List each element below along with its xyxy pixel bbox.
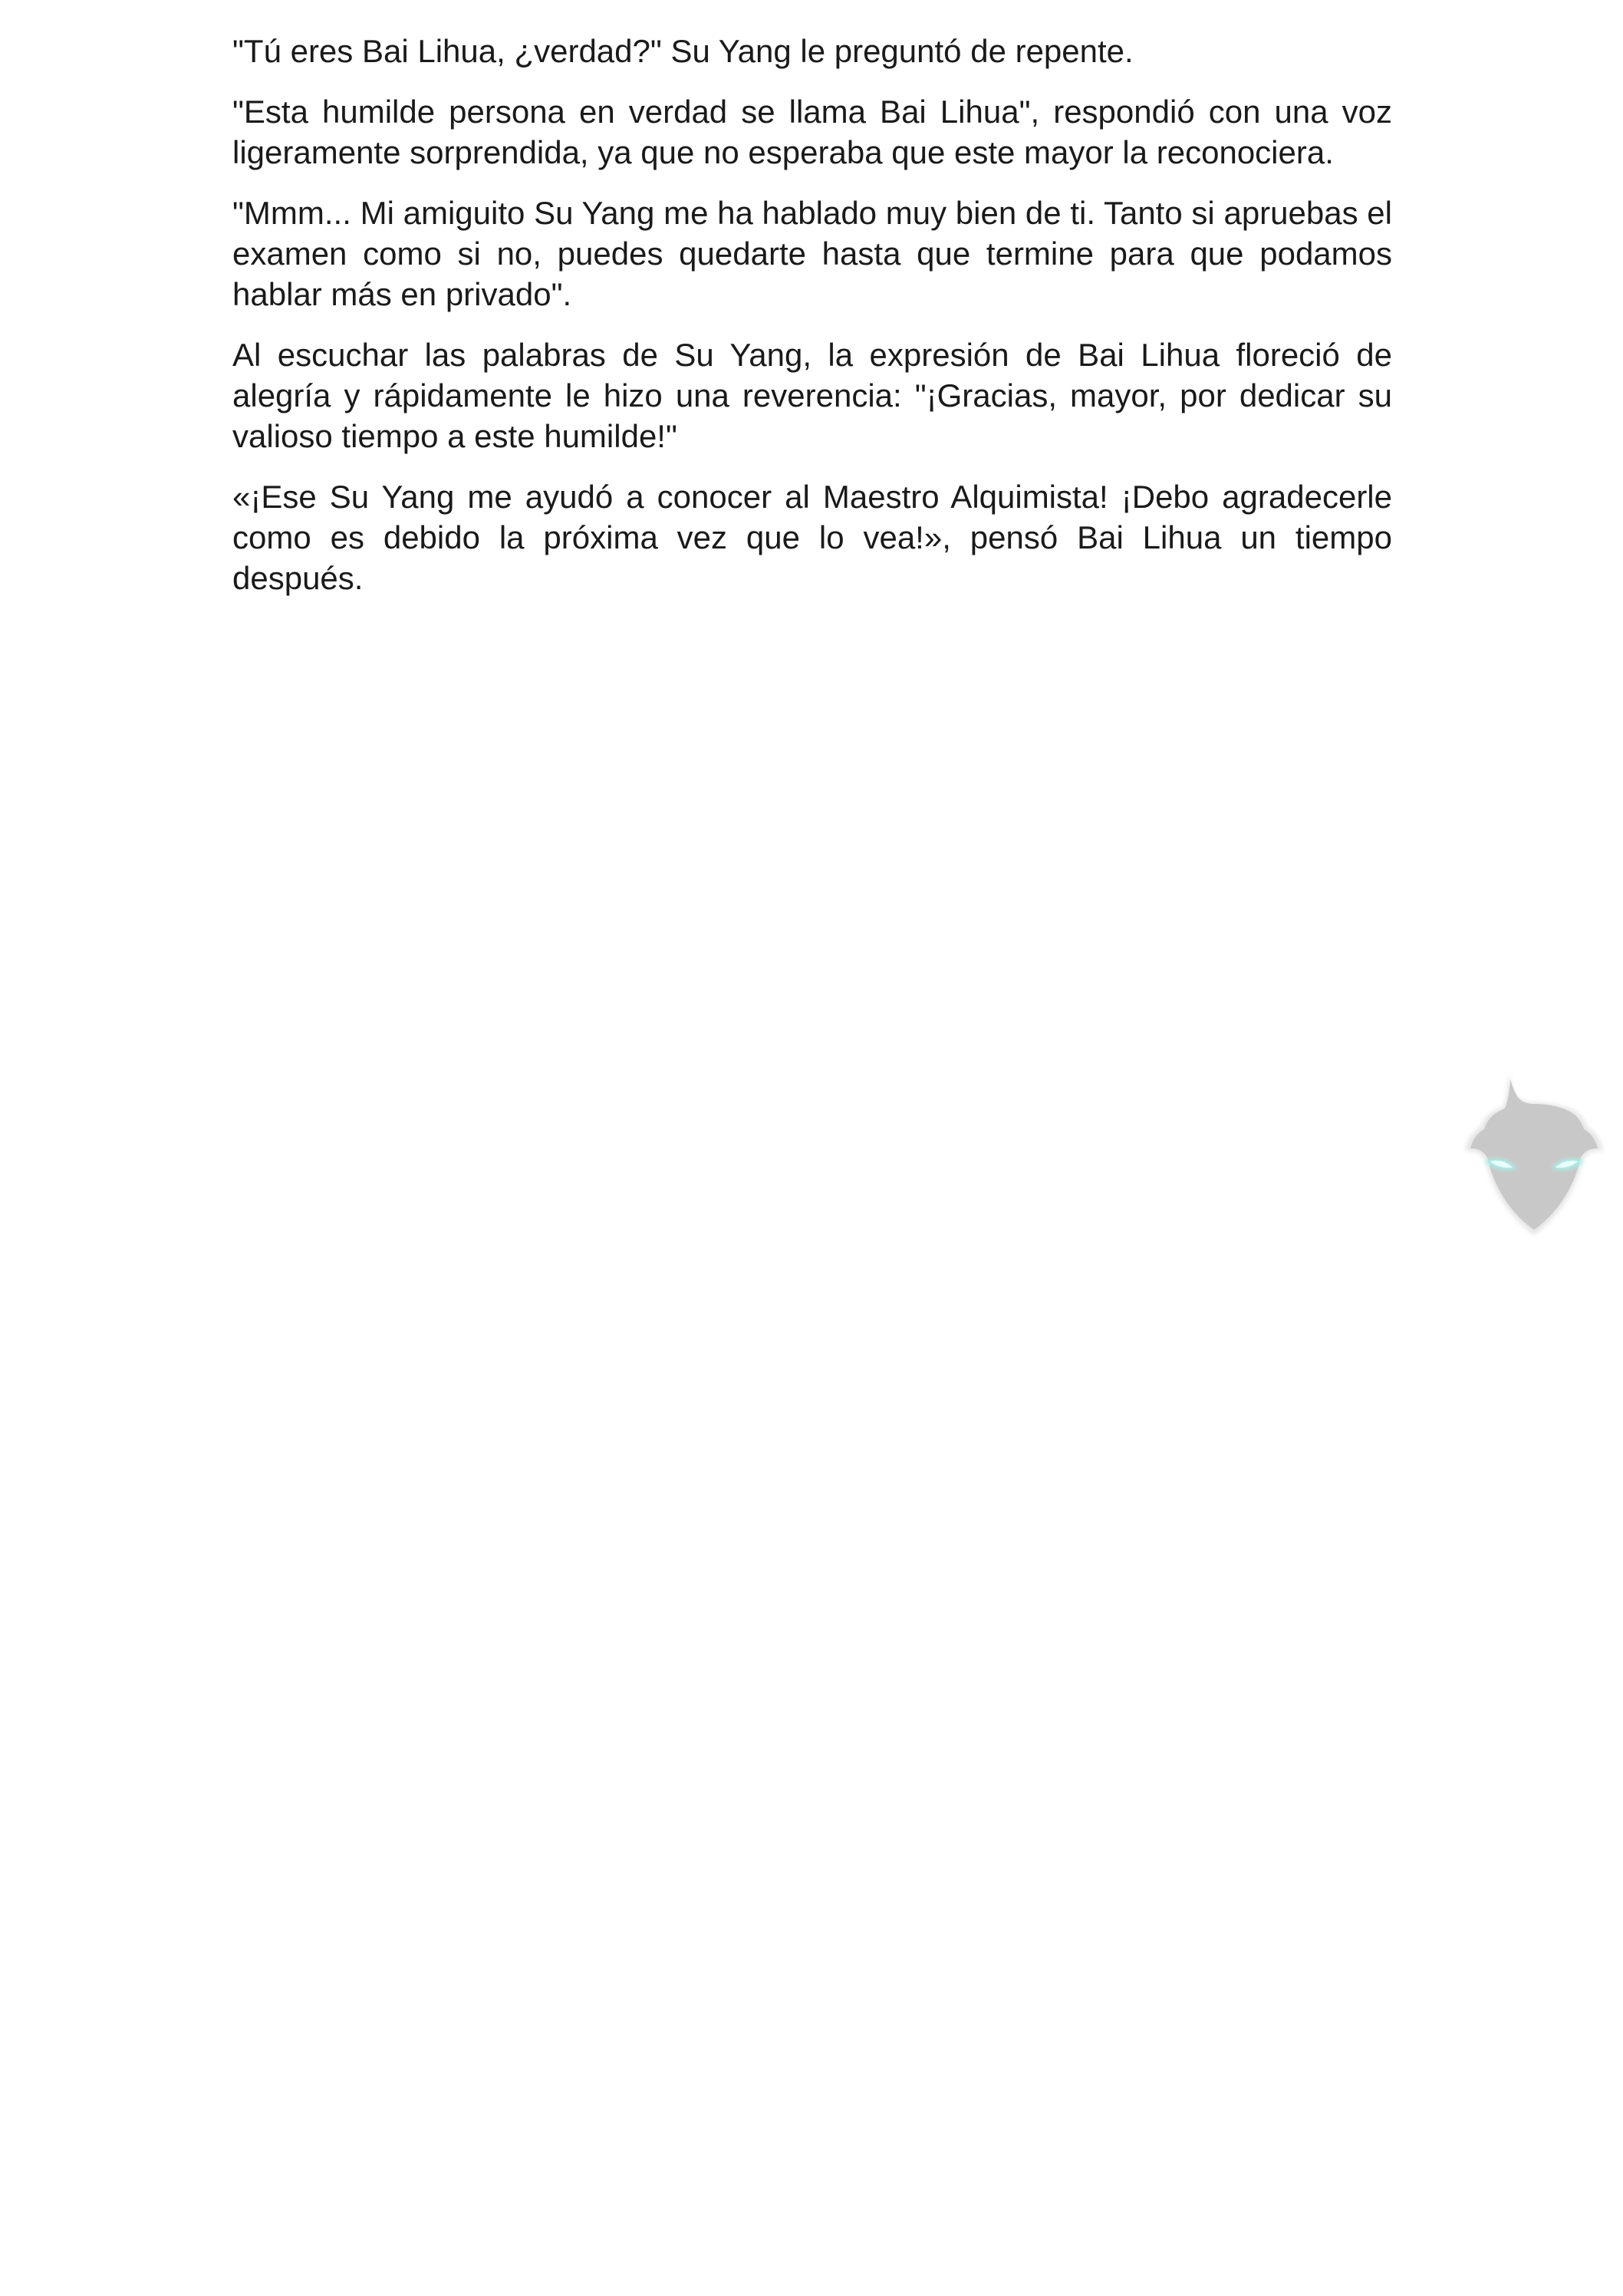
demon-head-icon — [1461, 1070, 1607, 1243]
paragraph-1: "Tú eres Bai Lihua, ¿verdad?" Su Yang le preguntó de repente. — [232, 33, 1134, 69]
text-body — [232, 31, 1392, 618]
paragraph-4: Al escuchar las palabras de Su Yang, la expresión de Bai Lihua floreció de alegría y rápidamente le hizo una reverencia: "¡Gracias, mayor, por dedicar su valioso tiempo a este humilde!" — [232, 337, 1392, 454]
paragraph-2: "Esta humilde persona en verdad se llama Bai Lihua", respondió con una voz ligeramente sorprendida, ya que no esperaba que este mayor la reconociera. — [232, 94, 1392, 170]
paragraph-5: «¡Ese Su Yang me ayudó a conocer al Maestro Alquimista! ¡Debo agradecerle como es debido la próxima vez que lo vea!», pensó Bai Lihua un tiempo después. — [232, 479, 1392, 596]
paragraph-3: "Mmm... Mi amiguito Su Yang me ha hablado muy bien de ti. Tanto si apruebas el examen como si no, puedes quedarte hasta que termine para que podamos hablar más en privado". — [232, 195, 1392, 312]
